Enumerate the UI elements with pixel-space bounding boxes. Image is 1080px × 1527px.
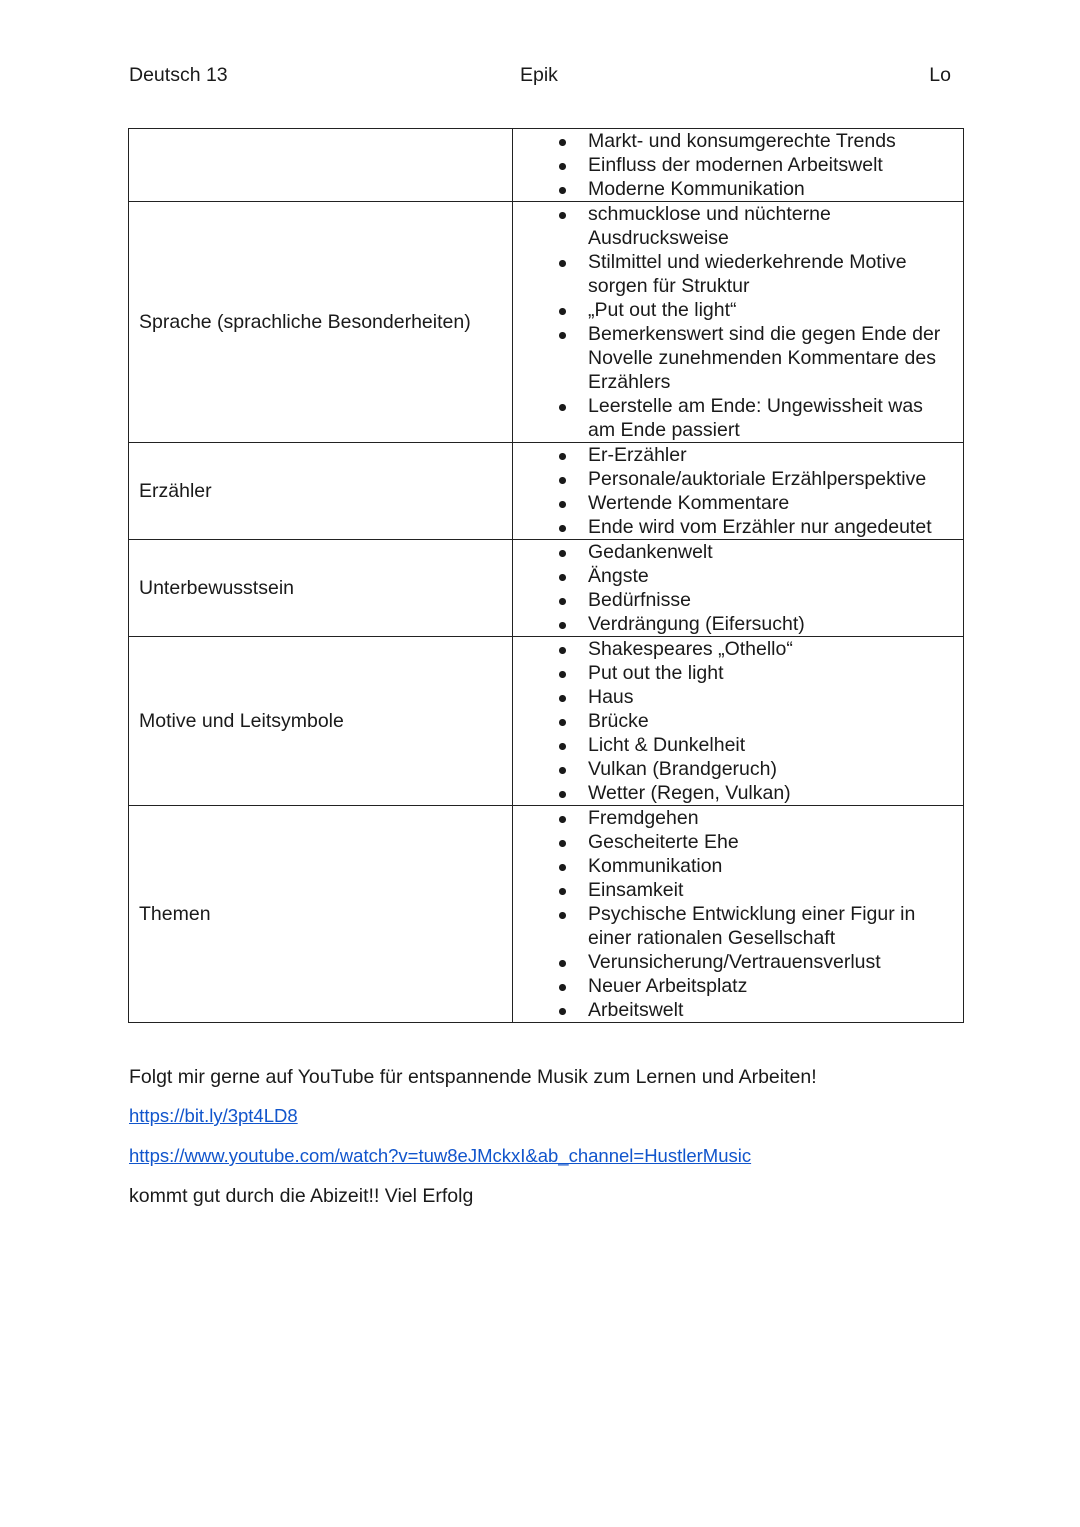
row-items (513, 443, 964, 540)
list-item: Kommunikation (588, 854, 963, 878)
bullet-list (513, 443, 963, 539)
list-item: Personale/auktoriale Erzählperspektive (588, 467, 963, 491)
list-item: Psychische Entwicklung einer Figur in einer rationalen Gesellschaft (588, 902, 963, 950)
bullet-list (513, 637, 963, 805)
row-category: Unterbewusstsein (129, 540, 513, 637)
list-item: Wetter (Regen, Vulkan) (588, 781, 963, 805)
row-category: Erzähler (129, 443, 513, 540)
list-item: Bemerkenswert sind die gegen Ende der Novelle zunehmenden Kommentare des Erzählers (588, 322, 963, 394)
list-item: Gedankenwelt (588, 540, 963, 564)
youtube-promo-text: Folgt mir gerne auf YouTube für entspannende Musik zum Lernen und Arbeiten! (129, 1066, 817, 1088)
bullet-list (513, 202, 963, 442)
row-items (513, 637, 964, 806)
list-item: Einsamkeit (588, 878, 963, 902)
list-item: Er-Erzähler (588, 443, 963, 467)
list-item: Einfluss der modernen Arbeitswelt (588, 153, 963, 177)
list-item: Moderne Kommunikation (588, 177, 963, 201)
bullet-list (513, 129, 963, 201)
table-row (129, 202, 964, 443)
list-item: schmucklose und nüchterne Ausdrucksweise (588, 202, 963, 250)
list-item: Ende wird vom Erzähler nur angedeutet (588, 515, 963, 539)
table-row (129, 540, 964, 637)
list-item: Wertende Kommentare (588, 491, 963, 515)
bullet-list (513, 540, 963, 636)
list-item: Shakespeares „Othello“ (588, 637, 963, 661)
closing-text: kommt gut durch die Abizeit!! Viel Erfolg (129, 1185, 474, 1207)
header-topic: Epik (520, 64, 558, 86)
list-item: Licht & Dunkelheit (588, 733, 963, 757)
list-item: Bedürfnisse (588, 588, 963, 612)
list-item: Vulkan (Brandgeruch) (588, 757, 963, 781)
row-category: Motive und Leitsymbole (129, 637, 513, 806)
youtube-link[interactable]: https://www.youtube.com/watch?v=tuw8eJMckxI&ab_channel=HustlerMusic (129, 1145, 752, 1166)
table-row (129, 806, 964, 1023)
analysis-table (128, 128, 964, 1023)
short-link[interactable]: https://bit.ly/3pt4LD8 (129, 1105, 298, 1126)
row-category (129, 129, 513, 202)
row-items (513, 202, 964, 443)
list-item: Stilmittel und wiederkehrende Motive sorgen für Struktur (588, 250, 963, 298)
list-item: Put out the light (588, 661, 963, 685)
table-row (129, 637, 964, 806)
row-category: Sprache (sprachliche Besonderheiten) (129, 202, 513, 443)
list-item: Markt- und konsumgerechte Trends (588, 129, 963, 153)
row-items (513, 129, 964, 202)
header-author: Lo (929, 64, 951, 86)
list-item: Neuer Arbeitsplatz (588, 974, 963, 998)
list-item: Haus (588, 685, 963, 709)
list-item: Verunsicherung/Vertrauensverlust (588, 950, 963, 974)
list-item: Ängste (588, 564, 963, 588)
row-category: Themen (129, 806, 513, 1023)
page-header (129, 64, 951, 90)
list-item: Leerstelle am Ende: Ungewissheit was am Ende passiert (588, 394, 963, 442)
row-items (513, 806, 964, 1023)
list-item: „Put out the light“ (588, 298, 963, 322)
table-row (129, 443, 964, 540)
header-subject: Deutsch 13 (129, 64, 228, 86)
list-item: Brücke (588, 709, 963, 733)
row-items (513, 540, 964, 637)
list-item: Verdrängung (Eifersucht) (588, 612, 963, 636)
table-row (129, 129, 964, 202)
list-item: Fremdgehen (588, 806, 963, 830)
list-item: Arbeitswelt (588, 998, 963, 1022)
list-item: Gescheiterte Ehe (588, 830, 963, 854)
bullet-list (513, 806, 963, 1022)
